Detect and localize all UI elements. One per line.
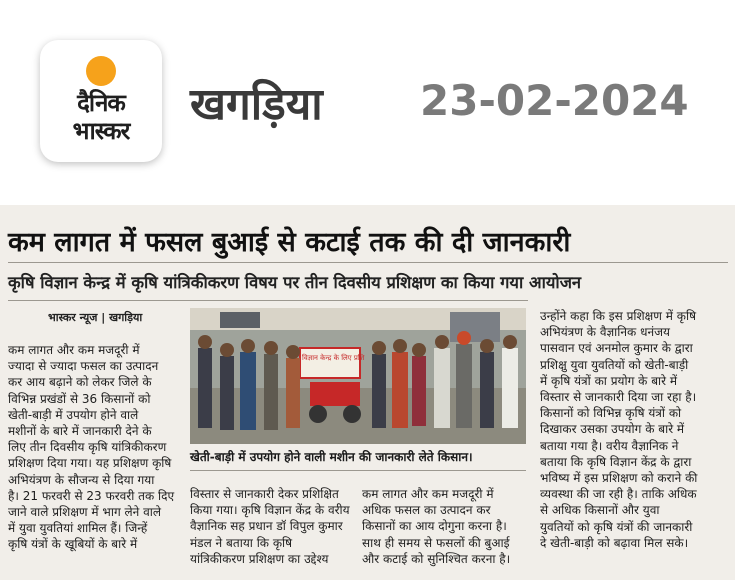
edition-date: 23-02-2024 (420, 76, 689, 125)
dainik-bhaskar-logo (40, 40, 162, 162)
sun-icon (86, 56, 116, 86)
photo-caption: खेती-बाड़ी में उपयोग होने वाली मशीन की जानकारी लेते किसान। (190, 450, 473, 464)
city-name: खगड़िया (190, 79, 323, 130)
caption-divider (190, 470, 526, 471)
logo-text-dainik: दैनिक (77, 89, 125, 117)
banner-text: विज्ञान केन्द्र के लिए प्रशि (302, 354, 365, 362)
article-column-4: उन्होंने कहा कि इस प्रशिक्षण में कृषि अभियंत्रण के वैज्ञानिक धनंजय पासवान एवं अनमोल कुमार के द्वारा प्रशिक्षु युवा युवतियों को खेती-बाड़ी में कृषि यंत्रों का प्रयोग के बारे में विस्तार से जानकारी दिया जा रहा है। किसानों को विभिन्न कृषि यंत्रों को दिखाकर उसका उपयोग के बारे में बताया गया है। वरीय वैज्ञानिक ने बताया कि कृषि विज्ञान केंद्र के द्वारा भविष्य में इस प्रशिक्षण को कराने की व्यवस्था की जा रही है। ताकि अधिक से अधिक किसानों और युवा युवतियों को कृषि यंत्रों की जानकारी दे खेती-बाड़ी को बढ़ावा मिल सके। (540, 309, 698, 550)
farmers-with-machine-illustration (190, 308, 526, 444)
article-headline: कम लागत में फसल बुआई से कटाई तक की दी जानकारी (8, 227, 571, 258)
article-column-1: कम लागत और कम मजदूरी में ज्यादा से ज्यादा फसल का उत्पादन कर आय बढ़ाने को लेकर जिले के विभिन्न प्रखंडों से 36 किसानों को खेती-बाड़ी में उपयोग होने वाले मशीनों के बारे में जानकारी देने के लिए तीन दिवसीय कृषि यांत्रिकीकरण प्रशिक्षण दिया गया। यह प्रशिक्षण कृषि अभियंत्रण के सौजन्य से दिया गया है। 21 फरवरी से 23 फरवरी तक दिए जाने वाले प्रशिक्षण में भाग लेने वाले में युवा युवतियां शामिल हैं। जिन्हें कृषि यंत्रों के खूबियों के बारे में (8, 343, 175, 552)
article-column-3: कम लागत और कम मजदूरी में अधिक फसल का उत्पादन कर किसानों का आय दोगुना करना है। साथ ही समय से फसलों की बुआई और कटाई को सुनिश्चित करना है। (362, 487, 511, 566)
logo-text-bhaskar: भास्कर (72, 117, 130, 145)
subheadline-divider (8, 300, 528, 301)
article-subheadline: कृषि विज्ञान केन्द्र में कृषि यांत्रिकीकरण विषय पर तीन दिवसीय प्रशिक्षण का किया गया आयोजन (8, 273, 582, 292)
article-column-2: विस्तार से जानकारी देकर प्रशिक्षित किया गया। कृषि विज्ञान केंद्र के वरीय वैज्ञानिक सह प्रधान डॉ विपुल कुमार मंडल ने बताया कि कृषि यांत्रिकीकरण प्रशिक्षण का उद्देश्य (190, 487, 350, 566)
headline-divider (8, 262, 728, 263)
byline: भास्कर न्यूज | खगड़िया (48, 311, 143, 324)
article-photo (190, 308, 526, 444)
